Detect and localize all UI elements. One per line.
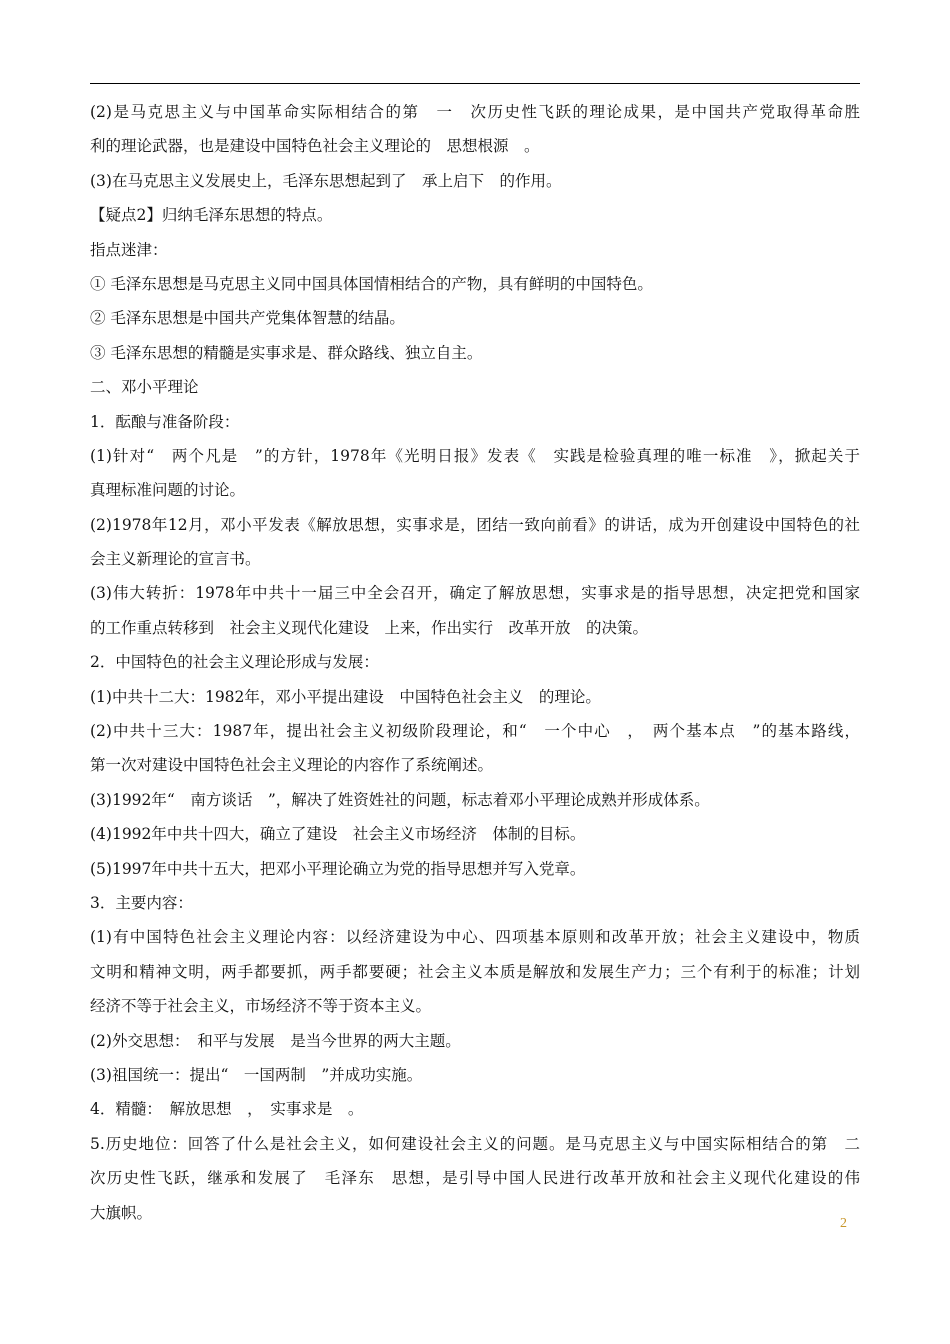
text-line: 1．酝酿与准备阶段： <box>90 412 240 431</box>
text-line: 会主义新理论的宣言书。 <box>90 550 261 569</box>
text-line: (2)是马克思主义与中国革命实际相结合的第 一 次历史性飞跃的理论成果，是中国共产党取得革命胜 <box>90 103 860 121</box>
text-line: (1)针对“ 两个凡是 ”的方针，1978年《光明日报》发表《 实践是检验真理的唯一标准 》，掀起关于 <box>90 446 860 465</box>
text-line: ③ 毛泽东思想的精髓是实事求是、群众路线、独立自主。 <box>90 343 483 362</box>
text-line: (3)祖国统一：提出“ 一国两制 ”并成功实施。 <box>90 1065 423 1084</box>
text-line: 的工作重点转移到 社会主义现代化建设 上来，作出实行 改革开放 的决策。 <box>90 618 649 637</box>
text-line: (3)1992年“ 南方谈话 ”，解决了姓资姓社的问题，标志着邓小平理论成熟并形成体系。 <box>90 790 710 809</box>
text-line: 大旗帜。 <box>90 1203 153 1222</box>
text-line: 指点迷津： <box>90 240 168 259</box>
text-line: 二、邓小平理论 <box>90 378 199 397</box>
text-line: 第一次对建设中国特色社会主义理论的内容作了系统阐述。 <box>90 756 494 775</box>
text-line: (2)外交思想： 和平与发展 是当今世界的两大主题。 <box>90 1031 461 1050</box>
text-line: (4)1992年中共十四大，确立了建设 社会主义市场经济 体制的目标。 <box>90 825 586 844</box>
text-line: 经济不等于社会主义，市场经济不等于资本主义。 <box>90 997 432 1016</box>
text-line: (2)1978年12月，邓小平发表《解放思想，实事求是，团结一致向前看》的讲话，成为开创建设中国特色的社 <box>90 515 860 534</box>
text-line: ② 毛泽东思想是中国共产党集体智慧的结晶。 <box>90 309 405 328</box>
text-line: (2)中共十三大：1987年，提出社会主义初级阶段理论，和“ 一个中心 ， 两个基本点 ”的基本路线， <box>90 722 860 741</box>
text-line: (5)1997年中共十五大，把邓小平理论确立为党的指导思想并写入党章。 <box>90 859 586 878</box>
text-line: (3)在马克思主义发展史上，毛泽东思想起到了 承上启下 的作用。 <box>90 171 562 190</box>
text-line: 文明和精神文明，两手都要抓，两手都要硬；社会主义本质是解放和发展生产力；三个有利于的标准；计划 <box>90 962 860 981</box>
document-body <box>90 95 860 1230</box>
text-line: 2．中国特色的社会主义理论形成与发展： <box>90 653 379 672</box>
text-line: 利的理论武器，也是建设中国特色社会主义理论的 思想根源 。 <box>90 137 540 156</box>
text-line: 次历史性飞跃，继承和发展了 毛泽东 思想，是引导中国人民进行改革开放和社会主义现代化建设的伟 <box>90 1169 860 1188</box>
header-rule <box>90 83 860 84</box>
text-line: 真理标准问题的讨论。 <box>90 481 246 500</box>
text-line: 4．精髓： 解放思想 ， 实事求是 。 <box>90 1100 364 1119</box>
text-line: 3．主要内容： <box>90 893 193 912</box>
text-line: ① 毛泽东思想是马克思主义同中国具体国情相结合的产物，具有鲜明的中国特色。 <box>90 274 653 293</box>
text-line: 5.历史地位：回答了什么是社会主义，如何建设社会主义的问题。是马克思主义与中国实际相结合的第 二 <box>90 1134 860 1153</box>
text-line: 【疑点2】归纳毛泽东思想的特点。 <box>90 206 333 225</box>
text-line: (1)中共十二大：1982年，邓小平提出建设 中国特色社会主义 的理论。 <box>90 687 601 706</box>
page-number: 2 <box>840 1216 847 1231</box>
text-line: (3)伟大转折：1978年中共十一届三中全会召开，确定了解放思想，实事求是的指导思想，决定把党和国家 <box>90 584 860 603</box>
text-line: (1)有中国特色社会主义理论内容：以经济建设为中心、四项基本原则和改革开放；社会主义建设中，物质 <box>90 928 860 947</box>
